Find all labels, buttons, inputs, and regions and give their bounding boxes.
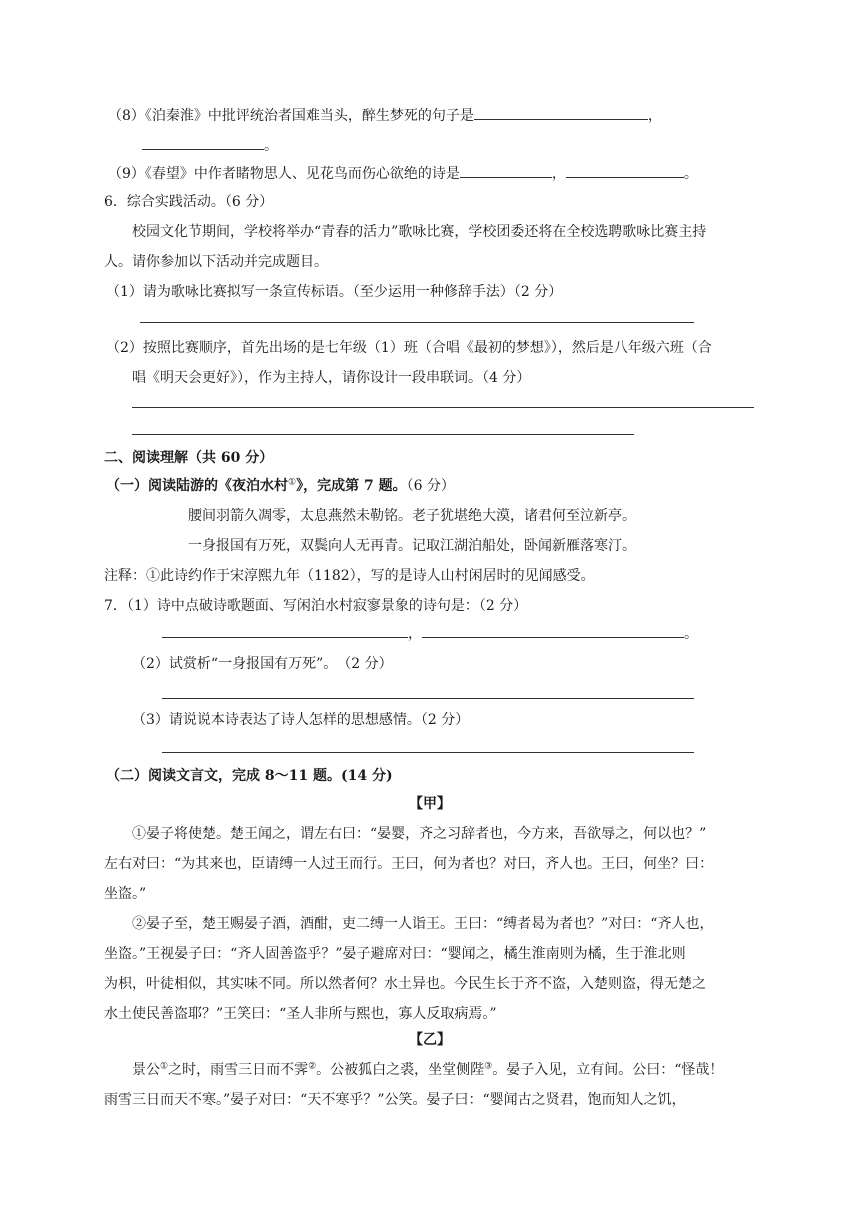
q7-blank-1[interactable] <box>162 622 408 638</box>
q6-title: 6．综合实践活动。（6 分） <box>104 194 274 210</box>
q9-comma: ， <box>551 166 566 182</box>
q7-sub2: （2）试赏析“一身报国有万死”。 （2 分） <box>132 656 393 672</box>
yi-l1-c: 。公被狐白之裘，坐堂侧陛 <box>316 1062 485 1078</box>
q8-comma: ， <box>647 108 662 124</box>
q8-label: （8） <box>108 108 145 124</box>
part1-title-b: 》，完成第 7 题。 <box>296 478 407 494</box>
yi-note-mark-2: ② <box>308 1061 317 1072</box>
yi-l1-b: 之时，雨雪三日而不霁 <box>168 1062 309 1078</box>
jia-p2-line-3: 为枳，叶徒相似，其实味不同。所以然者何？水土异也。今民生长于齐不盗，入楚则盗，得无楚之 <box>104 976 706 992</box>
q8-line <box>108 104 662 126</box>
jia-p1-line-2: 左右对曰：“为其来也，臣请缚一人过王而行。王曰，何为者也？对曰，齐人也。王曰，何坐？曰： <box>104 856 714 872</box>
jia-p1-line-3: 坐盗。” <box>104 886 147 902</box>
q6-sub1-answer-line[interactable] <box>140 322 694 323</box>
jia-title: 【甲】 <box>409 796 451 812</box>
poem-line-1: 腰间羽箭久凋零，太息燕然未勒铭。老子犹堪绝大漠，诸君何至泣新亭。 <box>188 508 636 524</box>
jia-p2-line-4: 水土使民善盗耶？”王笑曰：“圣人非所与熙也，寡人反取病焉。” <box>104 1006 497 1022</box>
q7-sub1-answer <box>162 622 698 644</box>
q6-sub2-a: （2）按照比赛顺序，首先出场的是七年级（1）班（合唱《最初的梦想》），然后是八年级六班（合 <box>106 340 712 356</box>
yi-note-mark-1: ① <box>160 1061 169 1072</box>
jia-p2-line-1: ②晏子至，楚王赐晏子酒，酒酣，吏二缚一人诣王。王曰：“缚者曷为者也？”对曰：“齐人也， <box>132 916 714 932</box>
q7-comma: ， <box>408 626 422 642</box>
q7-end: 。 <box>684 626 698 642</box>
q7-sub1: 7．（1）诗中点破诗歌题面、写闲泊水村寂寥景象的诗句是：（2 分） <box>104 598 528 614</box>
q7-sub3: （3）请说说本诗表达了诗人怎样的思想感情。（2 分） <box>132 712 470 728</box>
q8-end: 。 <box>264 138 278 154</box>
yi-line-2: 雨雪三日而天不寒。”晏子对曰：“天不寒乎？”公笑。晏子曰：“婴闻古之贤君，饱而知人之饥， <box>104 1092 686 1108</box>
q7-sub3-answer-line[interactable] <box>162 752 694 753</box>
part1-title <box>106 476 455 496</box>
poem-line-2: 一身报国有万死，双鬓向人无再青。记取江湖泊船处，卧闻新雁落寒汀。 <box>188 538 636 554</box>
q7-blank-2[interactable] <box>422 622 684 638</box>
section2-title: 二、阅读理解（共 60 分） <box>104 450 274 466</box>
yi-title: 【乙】 <box>409 1032 451 1048</box>
yi-l1-a: 景公 <box>132 1062 160 1078</box>
part1-title-note-mark: ① <box>288 477 297 488</box>
yi-note-mark-3: ③ <box>484 1061 493 1072</box>
q9-label: （9） <box>108 166 145 182</box>
q9-end: 。 <box>683 166 698 182</box>
q6-sub2-b: 唱《明天会更好》），作为主持人，请你设计一段串联词。（4 分） <box>132 370 531 386</box>
yi-line-1 <box>132 1060 723 1080</box>
q9-blank-1[interactable] <box>460 162 552 178</box>
part1-score: （6 分） <box>406 478 455 494</box>
jia-p2-line-2: 坐盗。”王视晏子曰：“齐人固善盗乎？”晏子避席对曰：“婴闻之，橘生淮南则为橘，生于淮北则 <box>104 946 686 962</box>
part2-title: （二）阅读文言文，完成 8～11 题。(14 分) <box>106 768 393 784</box>
yi-l1-d: 。晏子入见，立有间。公曰：“怪哉！ <box>492 1062 724 1078</box>
part1-title-a: （一）阅读陆游的《夜泊水村 <box>106 478 288 494</box>
q8-text: 《泊秦淮》中批评统治者国难当头，醉生梦死的句子是 <box>144 108 474 124</box>
q6-sub1: （1）请为歌咏比赛拟写一条宣传标语。（至少运用一种修辞手法）（2 分） <box>106 284 563 300</box>
poem-note: 注释：①此诗约作于宋淳熙九年（1182），写的是诗人山村闲居时的见闻感受。 <box>104 568 595 584</box>
q6-sub2-answer-line-2[interactable] <box>132 434 634 435</box>
q9-text: 《春望》中作者睹物思人、见花鸟而伤心欲绝的诗是 <box>144 166 460 182</box>
q6-sub2-answer-line-1[interactable] <box>132 407 754 408</box>
q6-intro-2: 人。请你参加以下活动并完成题目。 <box>104 254 328 270</box>
q7-sub2-answer-line[interactable] <box>162 698 694 699</box>
q6-intro-1: 校园文化节期间，学校将举办“青春的活力”歌咏比赛，学校团委还将在全校选聘歌咏比赛主持 <box>132 224 707 240</box>
q8-line-2 <box>142 134 278 156</box>
jia-p1-line-1: ①晏子将使楚。楚王闻之，谓左右曰：“晏婴，齐之习辞者也，今方来，吾欲辱之，何以也？” <box>132 826 707 842</box>
q8-blank-2[interactable] <box>142 134 264 150</box>
q9-blank-2[interactable] <box>566 162 684 178</box>
q9-line <box>108 162 698 184</box>
q8-blank-1[interactable] <box>474 104 648 120</box>
